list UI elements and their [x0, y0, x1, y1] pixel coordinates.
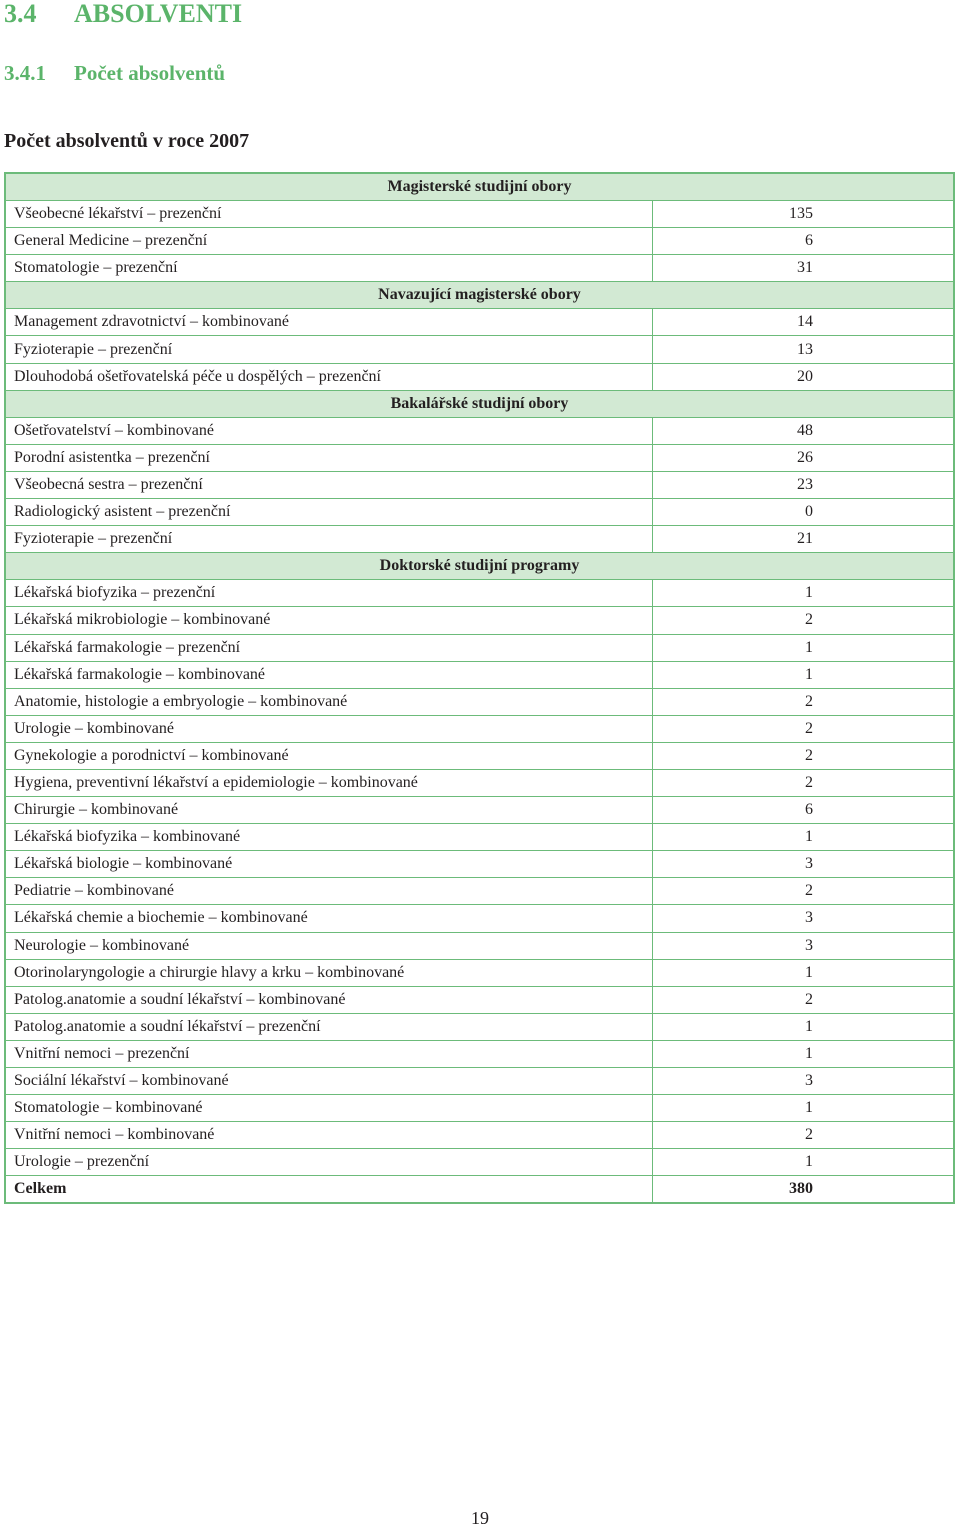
subsection-title: Počet absolventů	[74, 61, 226, 85]
section-header-row	[5, 173, 954, 201]
graduate-count: 1	[652, 1095, 954, 1122]
table-row	[5, 201, 954, 228]
graduate-count: 1	[652, 1013, 954, 1040]
graduate-count: 2	[652, 986, 954, 1013]
program-label: Lékařská biologie – kombinované	[5, 851, 652, 878]
program-label: Ošetřovatelství – kombinované	[5, 417, 652, 444]
table-row	[5, 1040, 954, 1067]
table-row	[5, 336, 954, 363]
program-label: Vnitřní nemoci – kombinované	[5, 1122, 652, 1149]
table-row	[5, 905, 954, 932]
program-label: Porodní asistentka – prezenční	[5, 444, 652, 471]
program-label: General Medicine – prezenční	[5, 228, 652, 255]
program-label: Vnitřní nemoci – prezenční	[5, 1040, 652, 1067]
page-number: 19	[471, 1508, 489, 1528]
program-label: Dlouhodobá ošetřovatelská péče u dospělých – prezenční	[5, 363, 652, 390]
total-value: 380	[652, 1176, 954, 1204]
table-row	[5, 715, 954, 742]
program-label: Sociální lékařství – kombinované	[5, 1068, 652, 1095]
table-row	[5, 661, 954, 688]
graduate-count: 6	[652, 797, 954, 824]
graduate-count: 3	[652, 851, 954, 878]
graduate-count: 1	[652, 661, 954, 688]
table-row	[5, 607, 954, 634]
table-row	[5, 797, 954, 824]
graduate-count: 2	[652, 742, 954, 769]
program-label: Neurologie – kombinované	[5, 932, 652, 959]
section-header: Doktorské studijní programy	[5, 553, 954, 580]
graduate-count: 26	[652, 444, 954, 471]
graduates-table	[4, 172, 955, 1204]
graduate-count: 31	[652, 255, 954, 282]
table-row	[5, 742, 954, 769]
table-row	[5, 228, 954, 255]
graduates-table-body	[5, 173, 954, 1203]
total-row	[5, 1176, 954, 1204]
program-label: Patolog.anatomie a soudní lékařství – kombinované	[5, 986, 652, 1013]
table-row	[5, 309, 954, 336]
program-label: Lékařská farmakologie – kombinované	[5, 661, 652, 688]
table-row	[5, 471, 954, 498]
subsection-heading	[4, 61, 225, 86]
graduate-count: 135	[652, 201, 954, 228]
table-row	[5, 255, 954, 282]
table-row	[5, 1013, 954, 1040]
table-row	[5, 417, 954, 444]
program-label: Stomatologie – prezenční	[5, 255, 652, 282]
table-row	[5, 634, 954, 661]
table-row	[5, 851, 954, 878]
program-label: Všeobecná sestra – prezenční	[5, 471, 652, 498]
section-header: Navazující magisterské obory	[5, 282, 954, 309]
program-label: Stomatologie – kombinované	[5, 1095, 652, 1122]
program-label: Lékařská mikrobiologie – kombinované	[5, 607, 652, 634]
graduate-count: 2	[652, 769, 954, 796]
total-label: Celkem	[5, 1176, 652, 1204]
program-label: Anatomie, histologie a embryologie – kombinované	[5, 688, 652, 715]
program-label: Fyzioterapie – prezenční	[5, 526, 652, 553]
section-header-row	[5, 282, 954, 309]
graduate-count: 3	[652, 905, 954, 932]
program-label: Radiologický asistent – prezenční	[5, 499, 652, 526]
graduate-count: 48	[652, 417, 954, 444]
graduate-count: 3	[652, 932, 954, 959]
program-label: Urologie – prezenční	[5, 1149, 652, 1176]
program-label: Hygiena, preventivní lékařství a epidemiologie – kombinované	[5, 769, 652, 796]
graduate-count: 1	[652, 634, 954, 661]
graduate-count: 1	[652, 1149, 954, 1176]
table-row	[5, 878, 954, 905]
program-label: Gynekologie a porodnictví – kombinované	[5, 742, 652, 769]
graduate-count: 2	[652, 1122, 954, 1149]
table-row	[5, 932, 954, 959]
table-row	[5, 769, 954, 796]
graduate-count: 13	[652, 336, 954, 363]
program-label: Fyzioterapie – prezenční	[5, 336, 652, 363]
table-row	[5, 444, 954, 471]
graduate-count: 20	[652, 363, 954, 390]
section-header-row	[5, 553, 954, 580]
section-header-row	[5, 390, 954, 417]
table-row	[5, 363, 954, 390]
graduate-count: 21	[652, 526, 954, 553]
table-row	[5, 959, 954, 986]
subsection-number: 3.4.1	[4, 61, 46, 85]
program-label: Chirurgie – kombinované	[5, 797, 652, 824]
table-row	[5, 526, 954, 553]
program-label: Management zdravotnictví – kombinované	[5, 309, 652, 336]
program-label: Lékařská farmakologie – prezenční	[5, 634, 652, 661]
table-row	[5, 1122, 954, 1149]
table-row	[5, 824, 954, 851]
section-heading	[4, 0, 242, 29]
program-label: Otorinolaryngologie a chirurgie hlavy a krku – kombinované	[5, 959, 652, 986]
graduate-count: 1	[652, 959, 954, 986]
graduate-count: 6	[652, 228, 954, 255]
graduate-count: 2	[652, 607, 954, 634]
table-row	[5, 499, 954, 526]
graduate-count: 2	[652, 715, 954, 742]
section-title: ABSOLVENTI	[74, 0, 243, 28]
table-row	[5, 1068, 954, 1095]
graduate-count: 23	[652, 471, 954, 498]
table-row	[5, 1149, 954, 1176]
table-row	[5, 688, 954, 715]
graduate-count: 1	[652, 1040, 954, 1067]
table-row	[5, 580, 954, 607]
section-number: 3.4	[4, 0, 37, 28]
table-row	[5, 1095, 954, 1122]
graduate-count: 0	[652, 499, 954, 526]
section-header: Bakalářské studijní obory	[5, 390, 954, 417]
program-label: Lékařská biofyzika – kombinované	[5, 824, 652, 851]
graduate-count: 3	[652, 1068, 954, 1095]
graduate-count: 14	[652, 309, 954, 336]
program-label: Urologie – kombinované	[5, 715, 652, 742]
program-label: Všeobecné lékařství – prezenční	[5, 201, 652, 228]
section-header: Magisterské studijní obory	[5, 173, 954, 201]
graduate-count: 2	[652, 878, 954, 905]
graduate-count: 1	[652, 824, 954, 851]
table-row	[5, 986, 954, 1013]
table-caption: Počet absolventů v roce 2007	[4, 130, 250, 152]
program-label: Lékařská biofyzika – prezenční	[5, 580, 652, 607]
program-label: Lékařská chemie a biochemie – kombinované	[5, 905, 652, 932]
graduate-count: 2	[652, 688, 954, 715]
program-label: Patolog.anatomie a soudní lékařství – prezenční	[5, 1013, 652, 1040]
graduate-count: 1	[652, 580, 954, 607]
program-label: Pediatrie – kombinované	[5, 878, 652, 905]
